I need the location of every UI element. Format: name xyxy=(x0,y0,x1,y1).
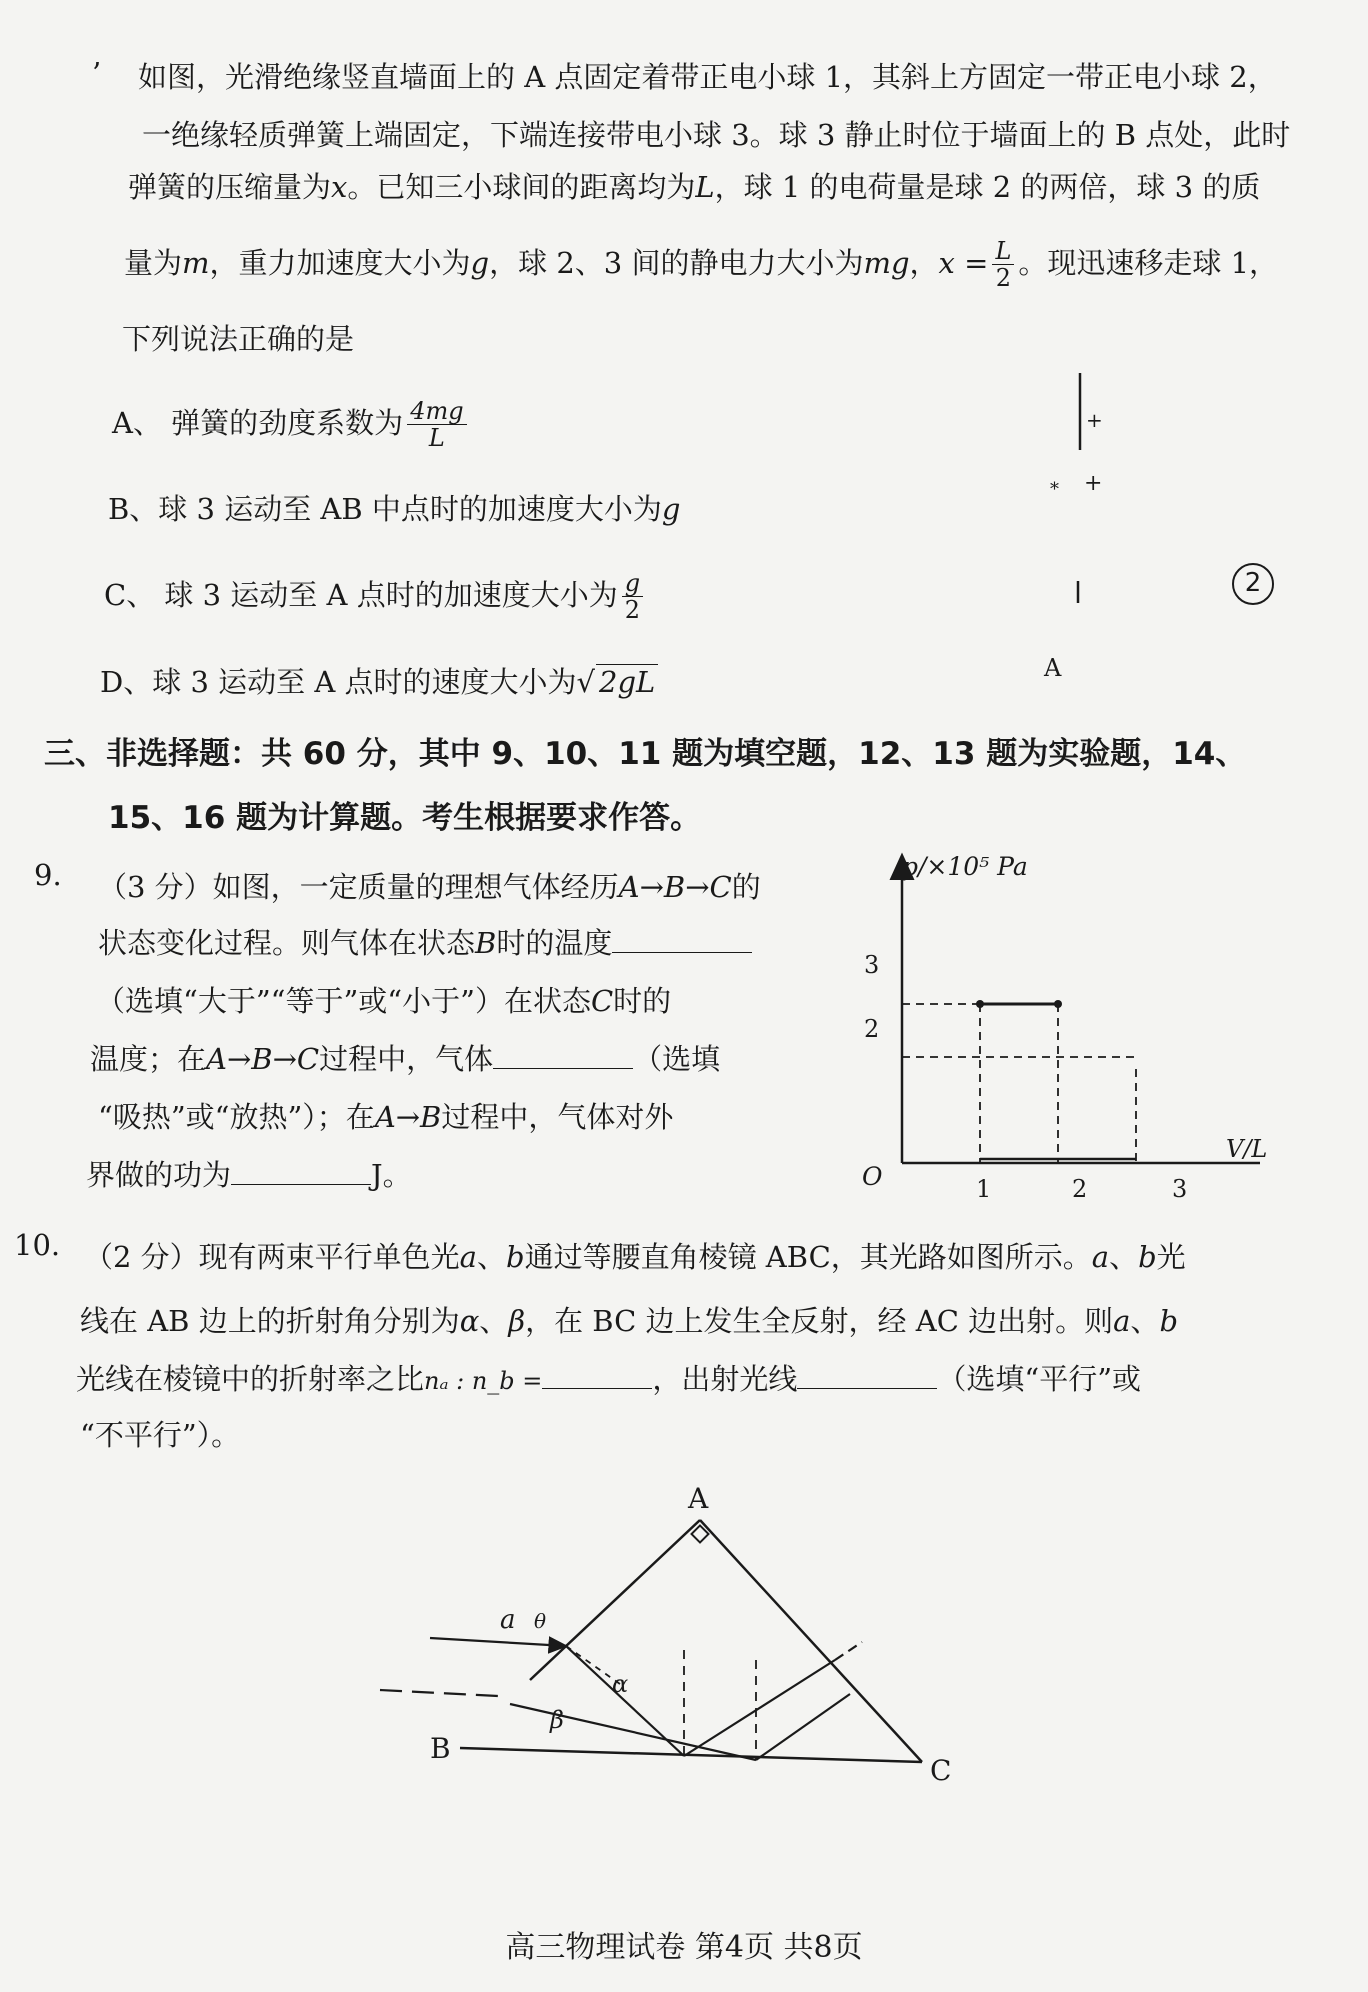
q8-line5: 下列说法正确的是 xyxy=(122,322,355,356)
ray-exit-a xyxy=(835,1642,862,1660)
angle-label-beta: β xyxy=(550,1706,564,1734)
x-tick-3: 3 xyxy=(1172,1175,1188,1203)
q9-line4: 温度；在A→B→C过程中，气体 （选填 xyxy=(90,1042,721,1076)
q9-line1: （3 分）如图，一定质量的理想气体经历A→B→C的 xyxy=(98,870,761,904)
prism-edge-bc xyxy=(460,1748,922,1762)
q8-line1: 如图，光滑绝缘竖直墙面上的 A 点固定着带正电小球 1，其斜上方固定一带正电小球 2， xyxy=(138,60,1277,94)
angle-label-alpha: α xyxy=(612,1670,629,1698)
q9-number: 9. xyxy=(34,858,62,892)
y-axis-label: p/×10⁵ Pa xyxy=(902,852,1028,881)
q9-line2: 状态变化过程。则气体在状态B时的温度 xyxy=(98,926,752,961)
prism-figure xyxy=(370,1470,990,1790)
q10-line2: 线在 AB 边上的折射角分别为α、β，在 BC 边上发生全反射，经 AC 边出射。则a、b xyxy=(80,1304,1179,1338)
answer-blank-parallel[interactable] xyxy=(797,1388,937,1389)
q8-option-d: D、球 3 运动至 A 点时的速度大小为√ 2gL xyxy=(100,664,658,700)
answer-blank-work[interactable] xyxy=(231,1184,371,1185)
q8-option-a: A、 弹簧的劲度系数为 $\frac{4mg}{L}$ xyxy=(112,398,471,452)
x-tick-1: 1 xyxy=(976,1175,992,1203)
section-3-heading-line2: 15、16 题为计算题。考生根据要求作答。 xyxy=(108,800,702,836)
answer-blank-ratio[interactable] xyxy=(542,1388,652,1389)
q8-option-c: C、 球 3 运动至 A 点时的加速度大小为 $\frac{g}{2}$ xyxy=(104,570,647,624)
x-tick-2: 2 xyxy=(1072,1175,1088,1203)
y-tick-3: 3 xyxy=(864,951,880,979)
q8-line4: 量为m，重力加速度大小为g，球 2、3 间的静电力大小为mg，x = $\frac{L}{2}$ 。现迅速移走球 1， xyxy=(124,237,1279,293)
q9-line5: “吸热”或“放热”）；在A→B过程中，气体对外 xyxy=(98,1100,674,1134)
ray-b-incoming xyxy=(380,1690,498,1696)
q8-line3: 弹簧的压缩量为x。已知三小球间的距离均为L，球 1 的电荷量是球 2 的两倍，球 3 的质 xyxy=(128,170,1261,204)
q9-line3: （选填“大于”“等于”或“小于”）在状态C时的 xyxy=(96,984,672,1018)
q9-line6: 界做的功为 J。 xyxy=(86,1158,412,1192)
ray-b-reflected xyxy=(756,1694,850,1760)
sqrt-sign: √ xyxy=(576,665,596,699)
answer-blank-heat[interactable] xyxy=(493,1068,633,1069)
prism-edge-ab xyxy=(530,1520,700,1680)
vertex-label-a: A xyxy=(688,1482,709,1515)
q8-wall-figure xyxy=(1030,365,1130,685)
angle-label-theta: θ xyxy=(534,1609,547,1633)
q8-option-b: B、球 3 运动至 AB 中点时的加速度大小为g xyxy=(108,492,681,526)
q8-mark: ’ xyxy=(92,56,102,90)
x-axis-label: V/L xyxy=(1226,1135,1268,1163)
section-3-heading-line1: 三、非选择题：共 60 分，其中 9、10、11 题为填空题，12、13 题为实验题，14、 xyxy=(44,736,1247,772)
ray-a-incoming xyxy=(430,1638,566,1646)
pv-chart xyxy=(850,845,1270,1215)
vertex-label-b: B xyxy=(430,1732,451,1765)
ray-a-reflected xyxy=(684,1660,835,1756)
ball-2-circle: 2 xyxy=(1232,563,1274,605)
origin-label: O xyxy=(862,1162,883,1191)
q8-line2: 一绝缘轻质弹簧上端固定，下端连接带电小球 3。球 3 静止时位于墙面上的 B 点处，此时 xyxy=(142,118,1291,152)
fig-label-a: A xyxy=(1044,654,1062,682)
ball-mark-left: * xyxy=(1050,479,1059,500)
state-point xyxy=(976,1000,984,1008)
q10-line4: “不平行”）。 xyxy=(80,1418,241,1452)
state-point xyxy=(1054,1000,1062,1008)
x-fraction: $\frac{L}{2}$ xyxy=(992,238,1014,292)
q10-line3: 光线在棱镜中的折射率之比nₐ : n_b = ，出射光线 （选填“平行”或 xyxy=(76,1362,1142,1396)
spring-constant-fraction: $\frac{4mg}{L}$ xyxy=(407,398,466,452)
vertex-label-c: C xyxy=(930,1754,952,1787)
ball-mark-mid: + xyxy=(1084,471,1103,496)
ray-label-a: a xyxy=(500,1605,516,1635)
answer-blank-temperature[interactable] xyxy=(612,952,752,953)
y-tick-2: 2 xyxy=(864,1015,880,1043)
acceleration-fraction: $\frac{g}{2}$ xyxy=(622,570,643,624)
ball-mark-upper: + xyxy=(1086,408,1103,432)
q10-number: 10. xyxy=(14,1228,61,1262)
q10-line1: （2 分）现有两束平行单色光a、b通过等腰直角棱镜 ABC，其光路如图所示。a、b光 xyxy=(84,1240,1186,1274)
page-footer: 高三物理试卷 第4页 共8页 xyxy=(505,1930,863,1965)
